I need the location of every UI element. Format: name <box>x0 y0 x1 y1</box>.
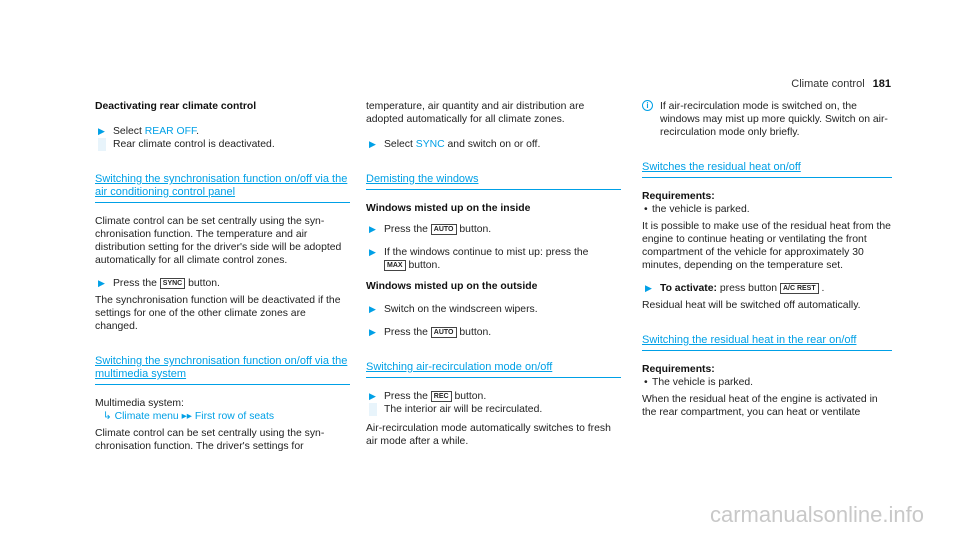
info-icon: i <box>642 100 653 111</box>
max-step <box>366 246 621 272</box>
sel-sync-step <box>366 138 621 151</box>
first-row-link[interactable]: First row of seats <box>194 411 275 422</box>
wipers-step: ▶ Switch on the windscreen wipers. <box>366 303 621 316</box>
sync-mm-heading <box>95 355 350 385</box>
sync-step-text: Press the <box>113 278 160 289</box>
cont-para: temperature, air quantity and air distribution are adopted automatically for all climate zones. <box>366 101 585 125</box>
page-header <box>791 78 891 91</box>
column-3 <box>642 100 892 419</box>
ac-rest-button-icon: A/C REST <box>780 283 819 294</box>
req-item: • the vehicle is parked. <box>642 203 892 216</box>
rear-off-link[interactable]: REAR OFF <box>144 126 197 137</box>
recirc-heading <box>366 361 621 378</box>
sel-step-text: Select <box>384 139 416 150</box>
max-step-end: button. <box>405 260 441 271</box>
column-1 <box>95 100 350 453</box>
recirc-title: Switching air-recirculation mode on/off <box>366 361 553 373</box>
outside-title: Windows misted up on the outside <box>366 281 538 292</box>
demist-title: Demisting the windows <box>366 173 479 185</box>
deact-step <box>95 125 350 138</box>
inside-title: Windows misted up on the inside <box>366 203 531 214</box>
residual-title: Switches the residual heat on/off <box>642 161 801 173</box>
auto-button-icon-2: AUTO <box>431 327 457 338</box>
auto-off-text: Residual heat will be switched off automatically. <box>642 300 861 311</box>
recirc-step <box>366 390 621 403</box>
activate-label: To activate: <box>660 283 717 294</box>
auto-step2-text: Press the <box>384 327 431 338</box>
sync-para: Climate control can be set centrally using the synchronisation function. The temperature and air distribution setting for the driver's side will be adopted automatically for all climate control zones. <box>95 216 342 266</box>
max-step-text: If the windows continue to mist up: press the <box>384 247 589 258</box>
mm-label: Multimedia system: <box>95 398 184 409</box>
recirc-result: The interior air will be recirculated. <box>366 403 621 416</box>
header-section: Climate control <box>791 78 865 90</box>
residual-para: It is possible to make use of the residual heat from the engine to continue heating or ventilating the front compartment of the vehicle for approximately 30 minutes, depending on the temperature set. <box>642 221 891 271</box>
return-arrow-icon: ↳ <box>103 411 115 422</box>
mm-para: Climate control can be set centrally using the synchronisation function. The driver's settings for <box>95 428 325 452</box>
column-2 <box>366 100 621 448</box>
deact-step-end: . <box>196 126 200 137</box>
info-note <box>642 100 892 139</box>
rear-title: Switching the residual heat in the rear on/off <box>642 334 857 346</box>
activate-end: . <box>818 283 825 294</box>
auto-step-text: Press the <box>384 224 431 235</box>
rear-para: When the residual heat of the engine is activated in the rear compartment, you can heat or ventilate <box>642 394 878 418</box>
sync-step <box>95 277 350 290</box>
defrost-max-icon: MAX <box>384 260 406 271</box>
auto-button-icon: AUTO <box>431 224 457 235</box>
rear-heading <box>642 334 892 351</box>
chevron-right-icon: ▸▸ <box>181 411 193 422</box>
residual-heading <box>642 161 892 178</box>
sync-panel-heading <box>95 173 350 203</box>
sync-panel-title: Switching the synchronisation function on/off via the air conditioning control panel <box>95 173 348 198</box>
req-label: Requirements: <box>642 191 715 202</box>
demist-heading <box>366 173 621 190</box>
sync-step-end: button. <box>185 278 220 289</box>
auto-step-2 <box>366 326 621 339</box>
deact-step-text: Select <box>113 126 145 137</box>
page-number: 181 <box>872 78 891 90</box>
req2-label: Requirements: <box>642 364 715 375</box>
deact-result: Rear climate control is deactivated. <box>95 138 350 151</box>
mm-path <box>95 410 350 423</box>
info-note-text: If air-recirculation mode is switched on, the windows may mist up more quickly. Switch on air-recirculation mode only briefly. <box>660 101 888 138</box>
watermark: carmanualsonline.info <box>709 502 924 527</box>
req2-item: • The vehicle is parked. <box>642 376 892 389</box>
recirc-step-text: Press the <box>384 391 431 402</box>
sel-step-end: and switch on or off. <box>444 139 541 150</box>
sync-para2: The synchronisation function will be deactivated if the settings for one of the other climate zones are changed. <box>95 295 341 332</box>
recirculation-car-icon: REC <box>431 391 452 402</box>
deact-title: Deactivating rear climate control <box>95 101 257 112</box>
sync-link[interactable]: SYNC <box>415 139 445 150</box>
auto-step2-end: button. <box>456 327 492 338</box>
recirc-para: Air-recirculation mode automatically switches to fresh air mode after a while. <box>366 423 611 447</box>
auto-step <box>366 223 621 236</box>
climate-menu-link[interactable]: Climate menu <box>114 411 179 422</box>
sync-mm-title: Switching the synchronisation function on/off via the multimedia system <box>95 355 348 380</box>
auto-step-end: button. <box>456 224 492 235</box>
activate-text: press button <box>716 283 780 294</box>
sync-button-icon: SYNC <box>160 278 185 289</box>
recirc-step-end: button. <box>451 391 487 402</box>
activate-step <box>642 282 892 295</box>
